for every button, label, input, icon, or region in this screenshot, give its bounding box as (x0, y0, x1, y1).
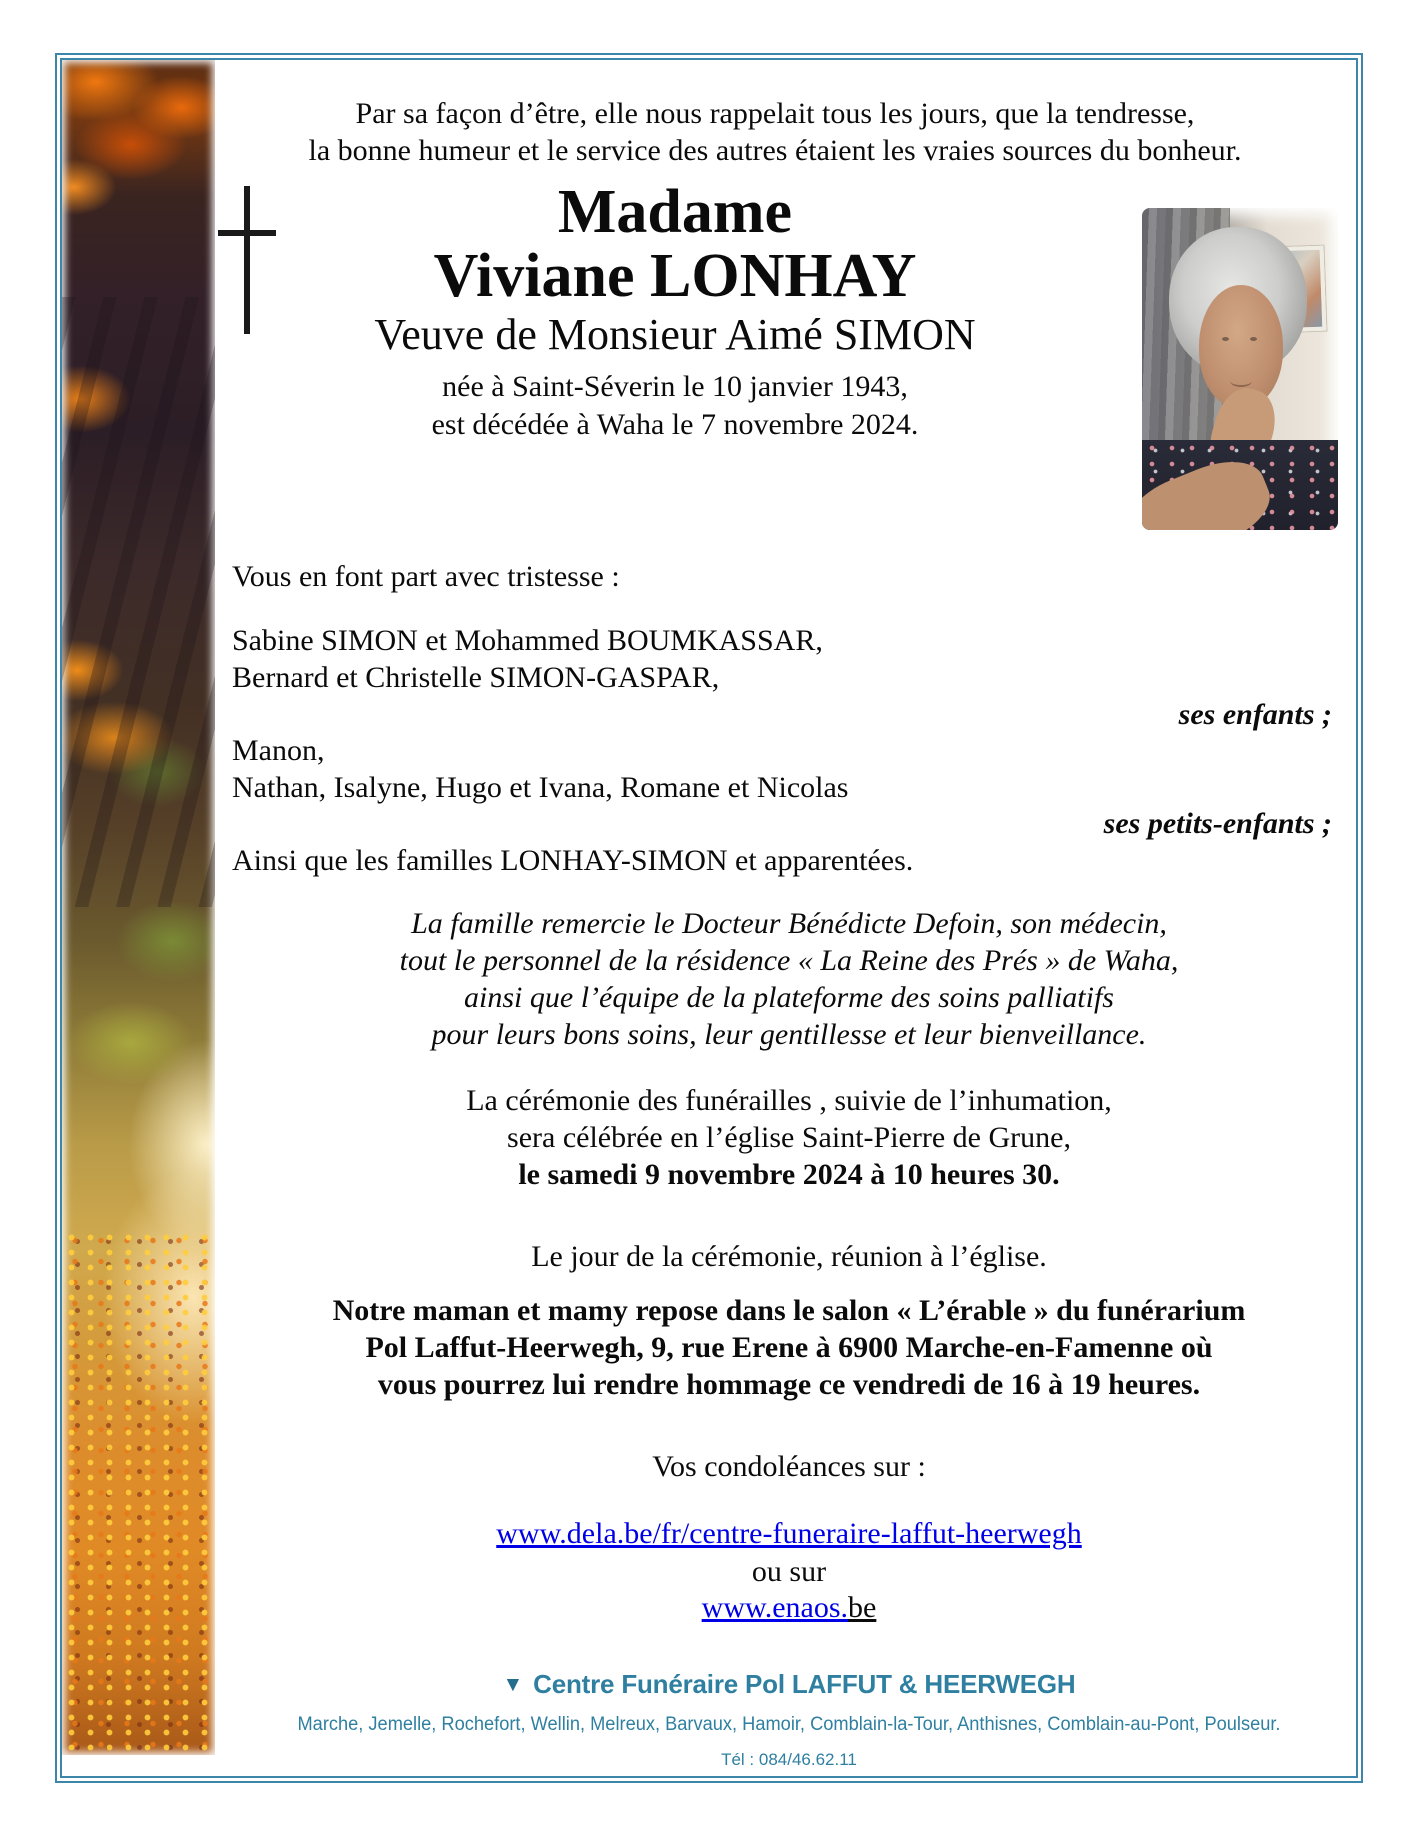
quote-line-1: Par sa façon d’être, elle nous rappelait tous les jours, que la tendresse, (355, 97, 1195, 130)
announcement-intro: Vous en font part avec tristesse : (232, 560, 620, 593)
enaos-link[interactable]: www.enaos. (701, 1591, 849, 1624)
funeral-home-name: Centre Funéraire Pol LAFFUT & HEERWEGH (533, 1669, 1076, 1699)
forest-trunks-texture (62, 297, 215, 907)
thanks-line: ainsi que l’équipe de la plateforme des soins palliatifs (464, 981, 1114, 1014)
birth-line: née à Saint-Séverin le 10 janvier 1943, (442, 370, 908, 403)
funeral-home-phone: Tél : 084/46.62.11 (721, 1750, 857, 1769)
thanks-line: tout le personnel de la résidence « La Reine des Prés » de Waha, (399, 944, 1179, 977)
dela-link[interactable]: www.dela.be/fr/centre-funeraire-laffut-heerwegh (496, 1517, 1082, 1550)
grandchild-line: Nathan, Isalyne, Hugo et Ivana, Romane et Nicolas (232, 771, 849, 804)
enaos-link-row (215, 1589, 1363, 1626)
triangle-down-icon: ▼ (502, 1673, 524, 1696)
repose-line: vous pourrez lui rendre hommage ce vendredi de 16 à 19 heures. (377, 1368, 1201, 1401)
salutation: Madame (557, 178, 793, 246)
families-line: Ainsi que les familles LONHAY-SIMON et apparentées. (232, 844, 914, 877)
condolences-label: Vos condoléances sur : (652, 1450, 926, 1483)
child-line: Bernard et Christelle SIMON-GASPAR, (232, 661, 720, 694)
quote-line-2: la bonne humeur et le service des autres étaient les vraies sources du bonheur. (308, 134, 1242, 167)
funeral-home-title (215, 1668, 1363, 1701)
grandchildren-label: ses petits-enfants ; (1103, 807, 1332, 840)
thanks-line: pour leurs bons soins, leur gentillesse et leur bienveillance. (431, 1018, 1147, 1051)
ceremony-line-1: La cérémonie des funérailles , suivie de l’inhumation, (466, 1084, 1112, 1117)
ceremony-paragraph (215, 1082, 1363, 1193)
death-line: est décédée à Waha le 7 novembre 2024. (431, 408, 919, 441)
autumn-forest-photo-strip (62, 60, 215, 1755)
enaos-link-suffix[interactable]: be (848, 1591, 877, 1624)
thanks-line: La famille remercie le Docteur Bénédicte Defoin, son médecin, (411, 907, 1167, 940)
grandchild-line: Manon, (232, 734, 325, 767)
condolences-link-row (215, 1515, 1363, 1552)
deceased-name: Viviane LONHAY (433, 242, 917, 310)
repose-paragraph (215, 1292, 1363, 1403)
ceremony-datetime: le samedi 9 novembre 2024 à 10 heures 30. (518, 1158, 1060, 1191)
deceased-title-block (215, 180, 1135, 362)
ceremony-line-2: sera célébrée en l’église Saint-Pierre de Grune, (507, 1121, 1071, 1154)
portrait-photo (1142, 208, 1338, 530)
repose-line: Pol Laffut-Heerwegh, 9, rue Erene à 6900 Marche-en-Famenne où (365, 1331, 1213, 1364)
funeral-home-cities: Marche, Jemelle, Rochefort, Wellin, Melreux, Barvaux, Hamoir, Comblain-la-Tour, Anthisnes, Comblain-au-Pont, Poulseur. (297, 1714, 1281, 1735)
or-label: ou sur (751, 1555, 827, 1588)
widow-line: Veuve de Monsieur Aimé SIMON (374, 310, 976, 359)
child-line: Sabine SIMON et Mohammed BOUMKASSAR, (232, 624, 823, 657)
opening-quote (215, 95, 1335, 169)
fallen-leaves-texture (62, 1230, 215, 1755)
children-label: ses enfants ; (1178, 698, 1332, 731)
thanks-paragraph (215, 905, 1363, 1053)
ceremony-meeting-line: Le jour de la cérémonie, réunion à l’église. (531, 1240, 1047, 1273)
repose-line: Notre maman et mamy repose dans le salon « L’érable » du funérarium (332, 1294, 1246, 1327)
vital-dates (215, 368, 1135, 444)
